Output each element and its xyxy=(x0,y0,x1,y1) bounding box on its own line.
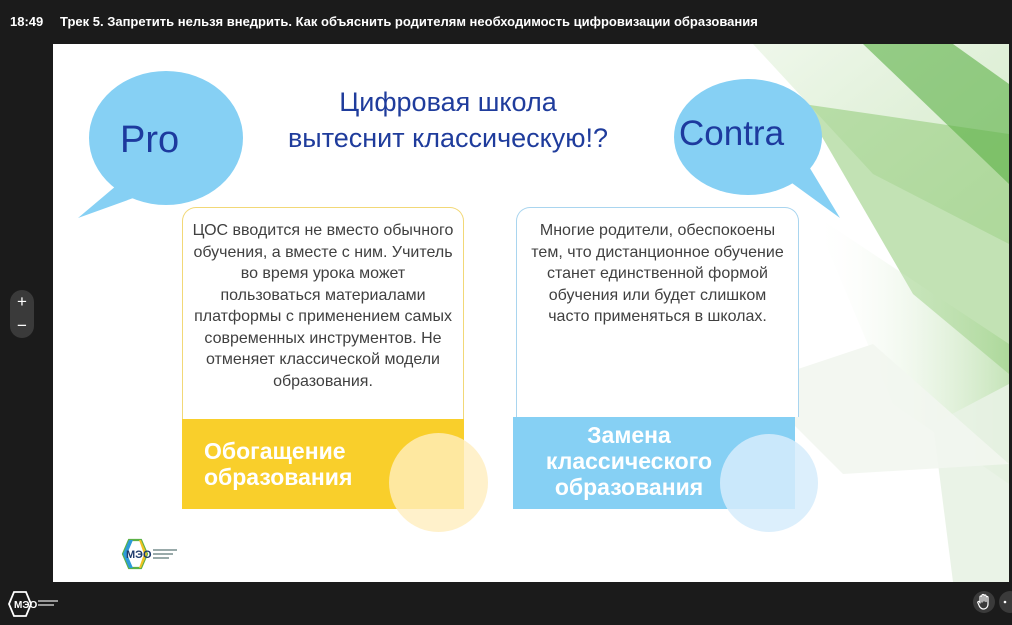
track-title: Трек 5. Запретить нельзя внедрить. Как объяснить родителям необходимость цифровизации образования xyxy=(60,14,758,29)
clock: 18:49 xyxy=(10,14,44,29)
contra-band-line-1: Замена xyxy=(587,422,671,448)
more-icon xyxy=(999,591,1012,613)
slide-logo-text: МЭО xyxy=(126,549,152,561)
more-button[interactable] xyxy=(999,591,1012,613)
contra-decor-circle xyxy=(720,434,818,532)
contra-band-line-3: образования xyxy=(554,474,704,500)
pro-band-line-2: образования xyxy=(204,464,353,490)
presentation-slide xyxy=(53,44,1009,582)
heading-line-2: вытеснит классическую!? xyxy=(287,123,609,153)
footer-meo-logo xyxy=(8,591,64,617)
contra-band-line-2: классического xyxy=(545,448,713,474)
pro-decor-circle xyxy=(389,433,488,532)
footer-logo-text: МЭО xyxy=(14,600,38,611)
zoom-controls xyxy=(10,290,34,338)
bottom-bar xyxy=(0,582,1012,625)
contra-label: Contra xyxy=(679,114,785,153)
slide-heading xyxy=(258,84,638,156)
hand-icon xyxy=(973,591,995,613)
pro-card-text: ЦОС вводится не вместо обычного обучения, а вместе с ним. Учитель во время урока может пользоваться материалами платформы с применением самых современных инструментов. Не отменяет классической модели образования. xyxy=(192,222,454,390)
pro-label: Pro xyxy=(120,119,180,161)
pro-band-title xyxy=(204,438,352,490)
raise-hand-button[interactable] xyxy=(973,591,995,613)
pro-band-line-1: Обогащение xyxy=(204,438,346,464)
contra-band-title xyxy=(513,422,745,500)
plus-icon: + xyxy=(17,292,27,311)
zoom-in-button[interactable] xyxy=(10,290,34,314)
contra-card xyxy=(516,207,799,417)
contra-card-text: Многие родители, обеспокоены тем, что дистанционное обучение станет единственной формой обучения или будет слишком часто применяться в школах. xyxy=(531,222,784,325)
zoom-out-button[interactable] xyxy=(10,314,34,338)
meo-logo xyxy=(113,537,183,571)
minus-icon: − xyxy=(17,316,27,335)
pro-card xyxy=(182,207,464,419)
top-bar xyxy=(0,0,1012,44)
heading-line-1: Цифровая школа xyxy=(339,87,557,117)
